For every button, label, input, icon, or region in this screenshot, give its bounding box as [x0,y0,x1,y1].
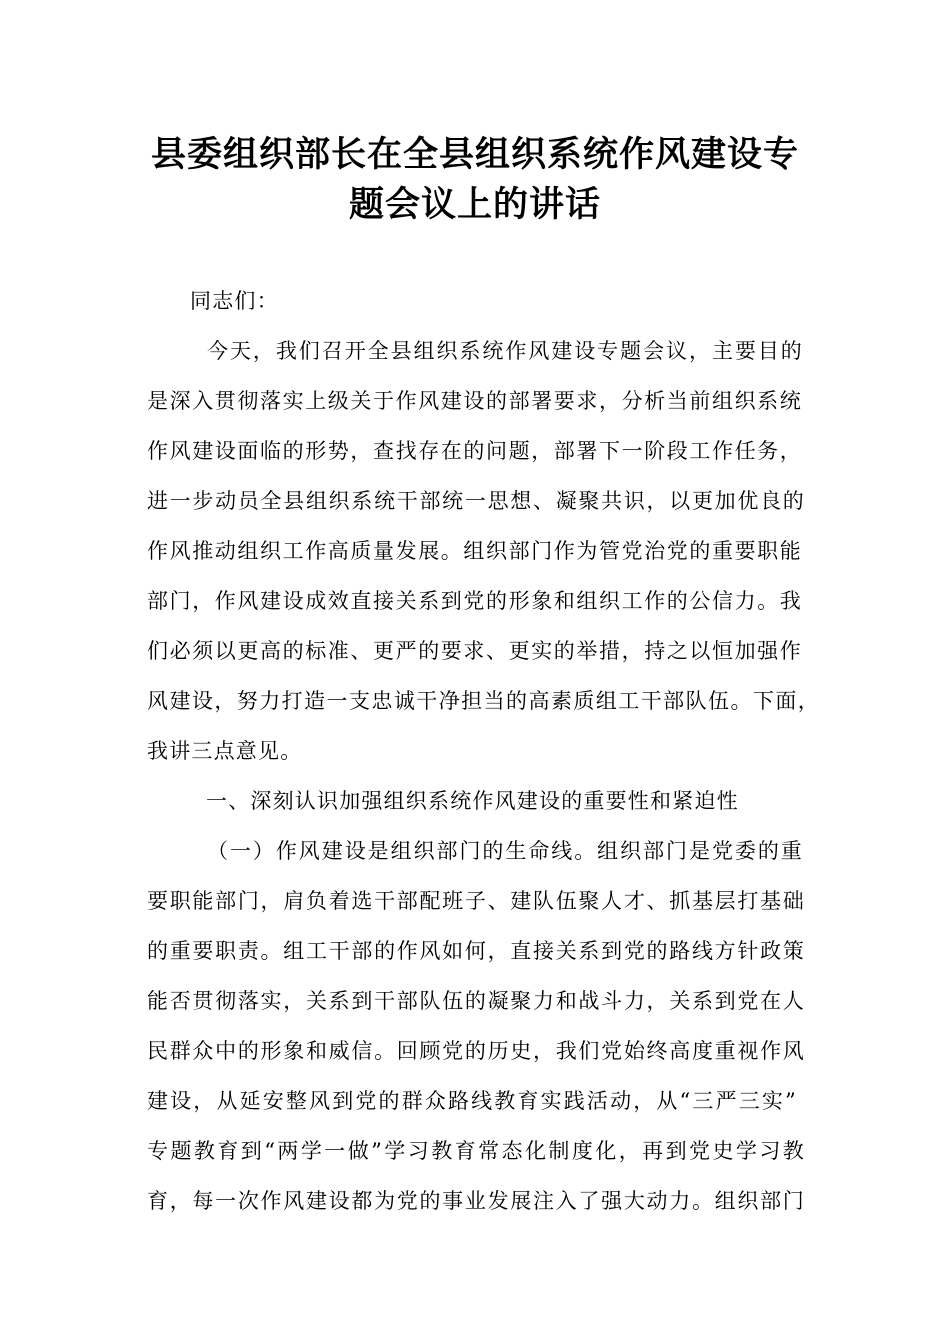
paragraph-line: 育，每一次作风建设都为党的事业发展注入了强大动力。组织部门 [147,1189,805,1213]
paragraph-line: 能否贯彻落实，关系到干部队伍的凝聚力和战斗力，关系到党在人 [147,989,805,1013]
paragraph-line: 部门，作风建设成效直接关系到党的形象和组织工作的公信力。我 [147,589,802,613]
section-heading: 一、深刻认识加强组织系统作风建设的重要性和紧迫性 [206,789,739,813]
doc-title-line-2: 题会议上的讲话 [348,185,601,225]
paragraph-line: 作风推动组织工作高质量发展。组织部门作为管党治党的重要职能 [147,539,802,563]
paragraph-line: 们必须以更高的标准、更严的要求、更实的举措，持之以恒加强作 [147,639,802,663]
paragraph-line: 我讲三点意见。 [147,739,303,763]
paragraph-line: 进一步动员全县组织系统干部统一思想、凝聚共识，以更加优良的 [147,489,805,513]
salutation: 同志们： [190,289,279,313]
paragraph-line: 民群众中的形象和威信。回顾党的历史，我们党始终高度重视作风 [147,1039,805,1063]
paragraph-line: （一）作风建设是组织部门的生命线。组织部门是党委的重 [207,839,803,863]
paragraph-line: 的重要职责。组工干部的作风如何，直接关系到党的路线方针政策 [147,939,805,963]
paragraph-line: 今天，我们召开全县组织系统作风建设专题会议，主要目的 [207,339,803,363]
paragraph-line: 风建设，努力打造一支忠诚干净担当的高素质组工干部队伍。下面， [147,689,820,713]
paragraph-line: 作风建设面临的形势，查找存在的问题，部署下一阶段工作任务， [147,439,802,463]
paragraph-line: 专题教育到“两学一做”学习教育常态化制度化，再到党史学习教 [147,1139,805,1163]
doc-title-line-1: 县委组织部长在全县组织系统作风建设专 [150,135,799,175]
paragraph-line: 要职能部门，肩负着选干部配班子、建队伍聚人才、抓基层打基础 [147,889,805,913]
paragraph-line: 建设，从延安整风到党的群众路线教育实践活动，从“三严三实” [147,1089,797,1113]
paragraph-line: 是深入贯彻落实上级关于作风建设的部署要求，分析当前组织系统 [147,389,802,413]
